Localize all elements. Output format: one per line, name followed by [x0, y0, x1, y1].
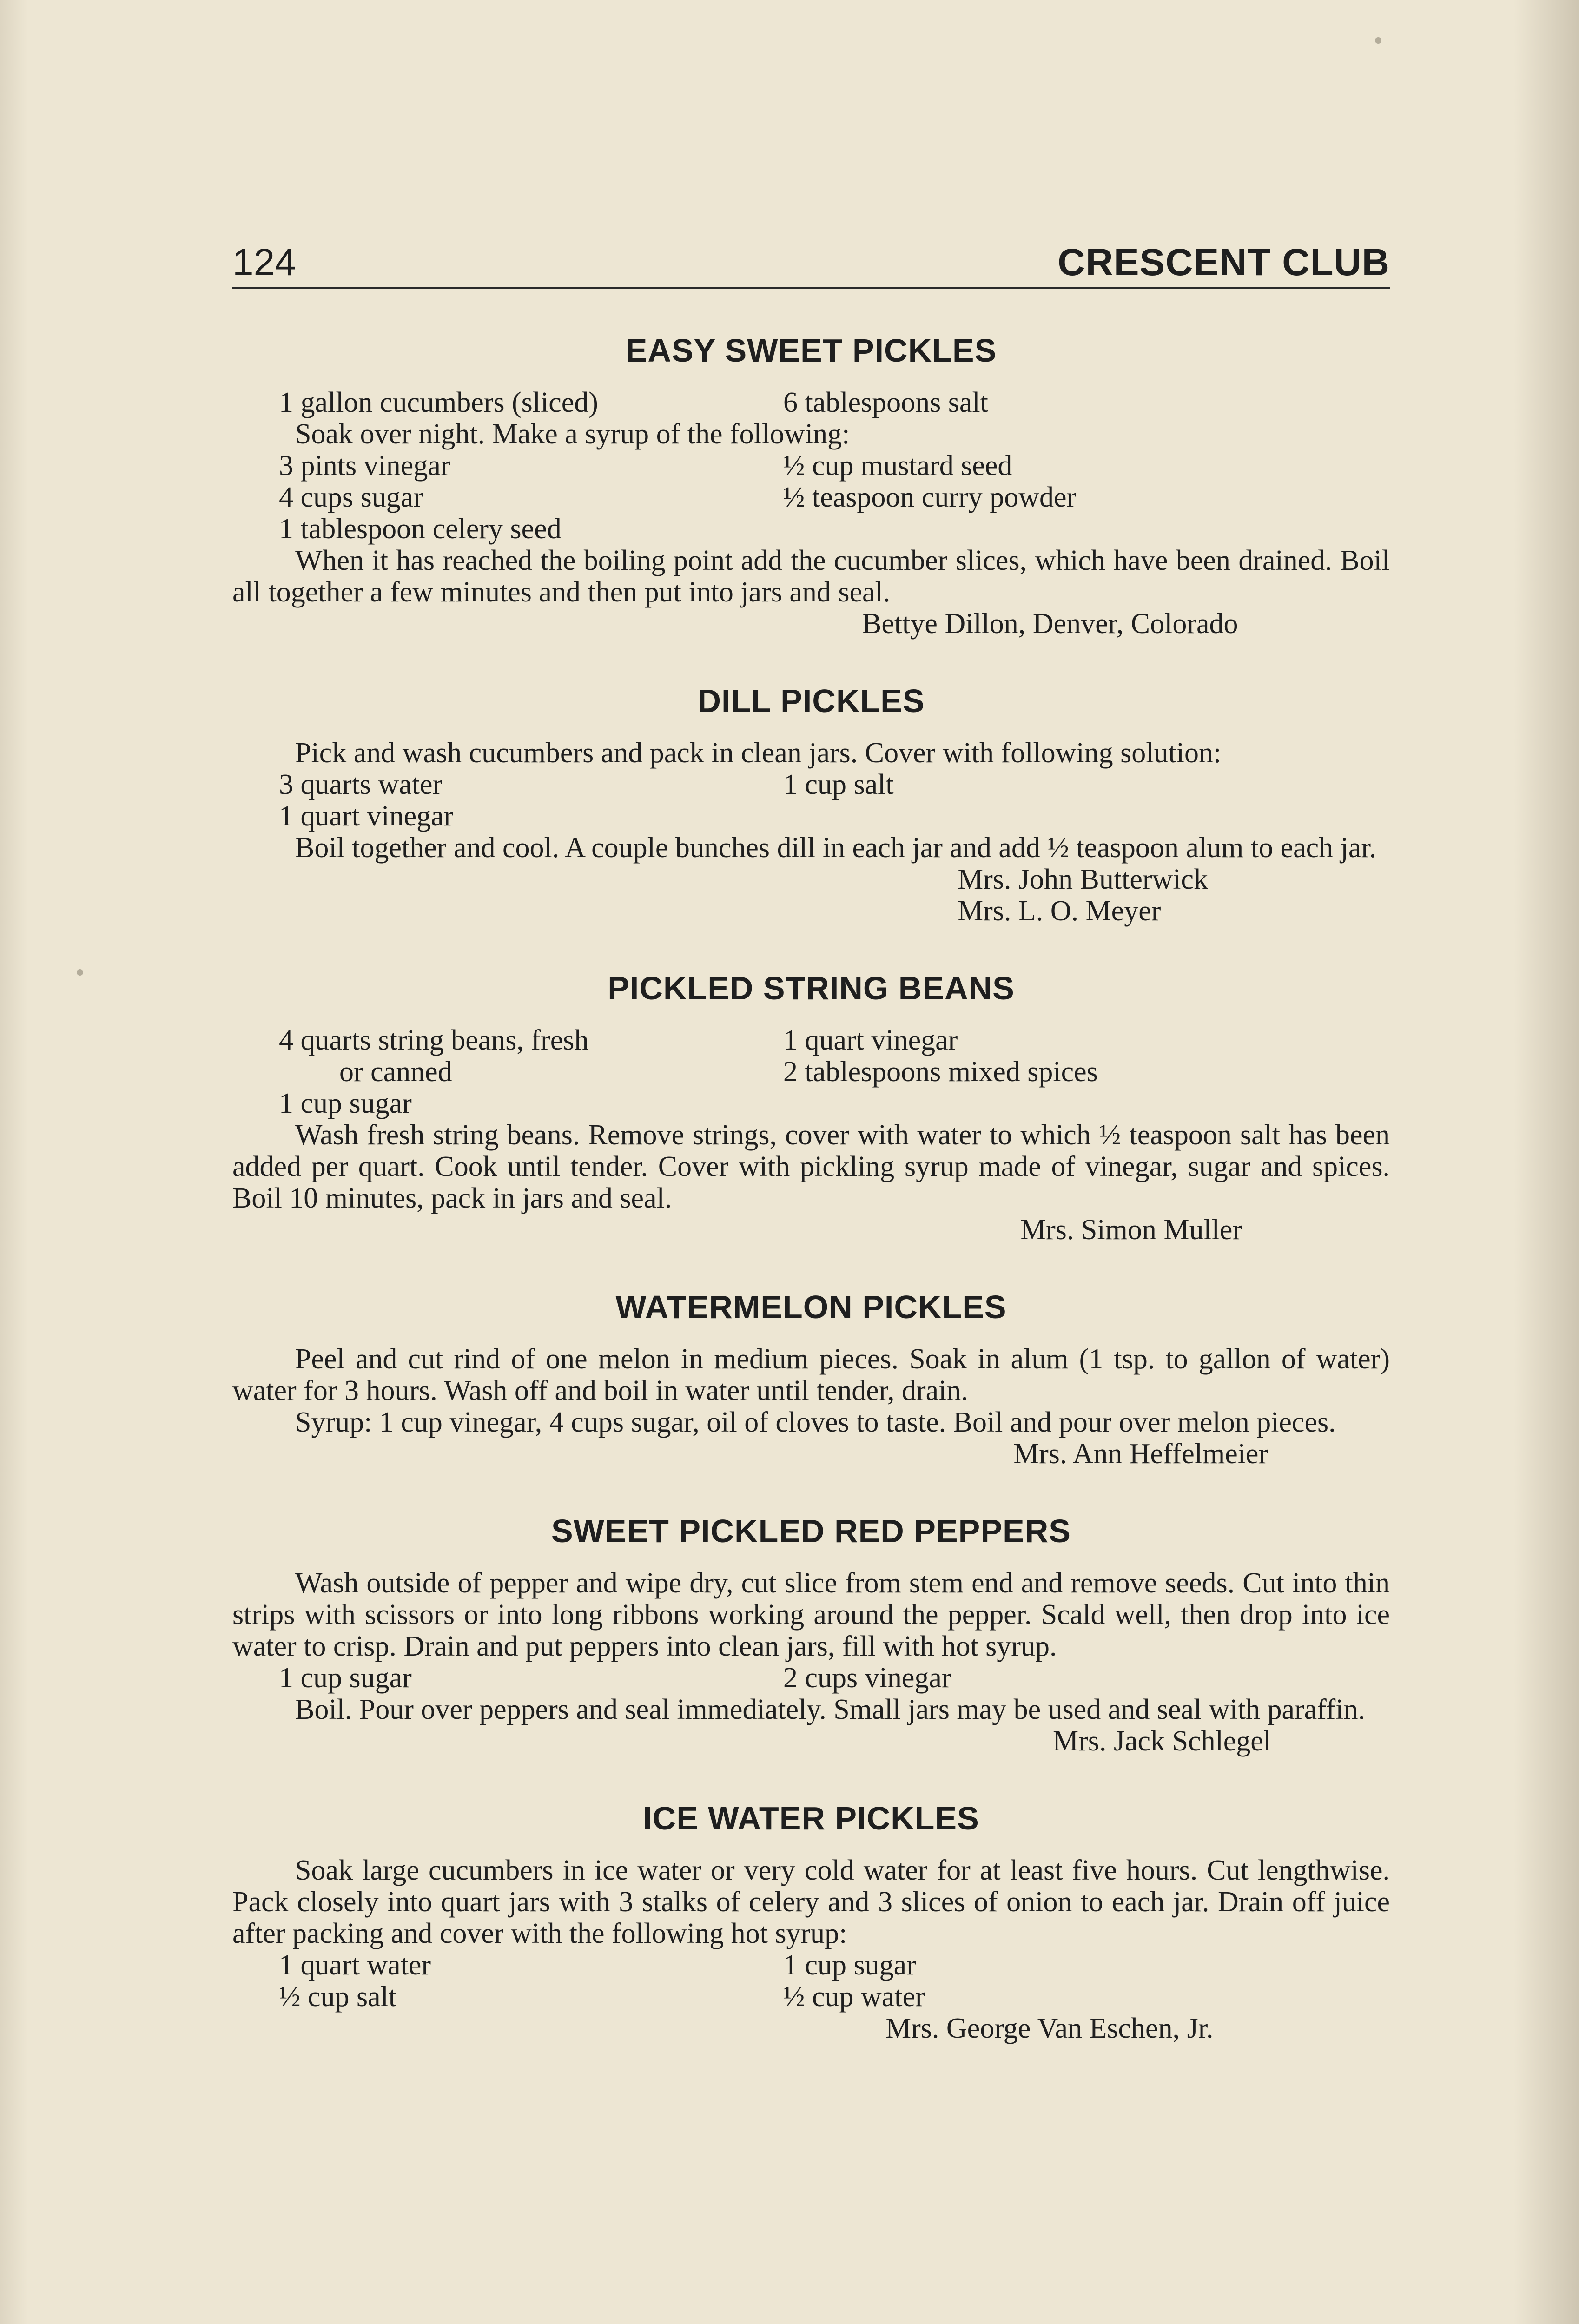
recipe-author: Mrs. Simon Muller — [1020, 1214, 1242, 1246]
recipe-title: ICE WATER PICKLES — [643, 1800, 979, 1836]
recipe-title: SWEET PICKLED RED PEPPERS — [551, 1513, 1071, 1549]
recipe-text: Pick and wash cucumbers and pack in clean jars. Cover with following solution: — [295, 737, 1222, 769]
recipe-title: EASY SWEET PICKLES — [625, 332, 997, 369]
page-right-shadow — [1514, 0, 1579, 2324]
ingredient: 6 tablespoons salt — [783, 387, 988, 418]
page-left-shadow — [0, 0, 28, 2324]
recipe-easy-sweet-pickles — [232, 332, 1390, 640]
recipe-title: DILL PICKLES — [697, 683, 925, 719]
recipe-author: Mrs. Jack Schlegel — [1053, 1725, 1272, 1757]
page-header — [232, 242, 1390, 289]
ingredient — [783, 513, 1387, 545]
ingredient-row — [232, 769, 1390, 800]
page-content — [232, 242, 1390, 2044]
ingredient-row — [232, 513, 1390, 545]
recipe-author: Mrs. L. O. Meyer — [958, 895, 1161, 927]
recipe-text: Peel and cut rind of one melon in medium pieces. Soak in alum (1 tsp. to gallon of water) water for 3 hours. Wash off and boil in water until tender, drain. — [232, 1343, 1390, 1406]
ingredient: ½ cup mustard seed — [783, 450, 1012, 482]
recipe-watermelon-pickles — [232, 1288, 1390, 1470]
ingredient-row — [232, 387, 1390, 418]
recipe-text: Soak over night. Make a syrup of the following: — [295, 418, 850, 450]
ingredient: 1 gallon cucumbers (sliced) — [279, 387, 598, 418]
recipe-text: When it has reached the boiling point add the cucumber slices, which have been drained. Boil all together a few minutes and then put into jars and seal. — [232, 545, 1390, 608]
recipe-text: Soak large cucumbers in ice water or very cold water for at least five hours. Cut lengthwise. Pack closely into quart jars with 3 stalks of celery and 3 slices of onion to each jar. Drain off juice after packing and cover with the following hot syrup: — [232, 1855, 1390, 1949]
recipe-ice-water-pickles — [232, 1800, 1390, 2044]
ingredient: 3 quarts water — [279, 769, 443, 800]
ingredient-row — [232, 1056, 1390, 1088]
recipe-text: Wash outside of pepper and wipe dry, cut slice from stem end and remove seeds. Cut into thin strips with scissors or into long ribbons working around the pepper. Scald well, then drop into ice water to crisp. Drain and put peppers into clean jars, fill with hot syrup. — [232, 1567, 1390, 1662]
ingredient-row — [232, 1662, 1390, 1694]
recipe-text: Boil. Pour over peppers and seal immediately. Small jars may be used and seal with paraffin. — [295, 1694, 1366, 1725]
ingredient-row — [232, 1981, 1390, 2013]
ingredient: 2 cups vinegar — [783, 1662, 951, 1694]
recipe-author: Mrs. Ann Heffelmeier — [1013, 1438, 1268, 1470]
ingredient: 1 cup salt — [783, 769, 894, 800]
page-number: 124 — [232, 241, 296, 284]
paper-speck — [1375, 37, 1381, 44]
recipe-author: Mrs. John Butterwick — [958, 864, 1209, 895]
ingredient: 1 cup sugar — [279, 1088, 412, 1119]
recipe-author: Bettye Dillon, Denver, Colorado — [862, 608, 1238, 640]
ingredient-row — [232, 1024, 1390, 1056]
ingredient: 4 quarts string beans, fresh — [279, 1024, 589, 1056]
recipe-title: PICKLED STRING BEANS — [608, 970, 1015, 1006]
ingredient: 1 quart water — [279, 1949, 431, 1981]
ingredient: or canned — [339, 1056, 452, 1088]
ingredient-row — [232, 450, 1390, 482]
paper-speck — [77, 969, 83, 976]
ingredient: 3 pints vinegar — [279, 450, 450, 482]
ingredient: 4 cups sugar — [279, 482, 423, 513]
ingredient: ½ cup salt — [279, 1981, 397, 2013]
ingredient: 1 cup sugar — [783, 1949, 916, 1981]
ingredient-row — [232, 800, 1390, 832]
recipe-text: Boil together and cool. A couple bunches dill in each jar and add ½ teaspoon alum to each jar. — [295, 832, 1377, 864]
recipe-title: WATERMELON PICKLES — [615, 1289, 1007, 1325]
recipe-author: Mrs. George Van Eschen, Jr. — [885, 2013, 1214, 2044]
ingredient — [783, 800, 1387, 832]
ingredient: 1 quart vinegar — [783, 1024, 958, 1056]
recipe-text: Wash fresh string beans. Remove strings, cover with water to which ½ teaspoon salt has been added per quart. Cook until tender. Cover with pickling syrup made of vinegar, sugar and spices. Boil 10 minutes, pack in jars and seal. — [232, 1119, 1390, 1214]
ingredient: 1 cup sugar — [279, 1662, 412, 1694]
recipe-sweet-pickled-red-peppers — [232, 1512, 1390, 1757]
ingredient: ½ teaspoon curry powder — [783, 482, 1077, 513]
ingredient: ½ cup water — [783, 1981, 925, 2013]
ingredient: 1 tablespoon celery seed — [279, 513, 562, 545]
ingredient-row — [232, 1949, 1390, 1981]
ingredient — [783, 1088, 1387, 1119]
ingredient-row — [232, 1088, 1390, 1119]
ingredient: 2 tablespoons mixed spices — [783, 1056, 1098, 1088]
recipe-dill-pickles — [232, 682, 1390, 927]
recipe-pickled-string-beans — [232, 970, 1390, 1246]
recipe-text: Syrup: 1 cup vinegar, 4 cups sugar, oil of cloves to taste. Boil and pour over melon pieces. — [295, 1406, 1336, 1438]
ingredient-row — [232, 482, 1390, 513]
running-head: CRESCENT CLUB — [1057, 241, 1390, 284]
ingredient: 1 quart vinegar — [279, 800, 454, 832]
